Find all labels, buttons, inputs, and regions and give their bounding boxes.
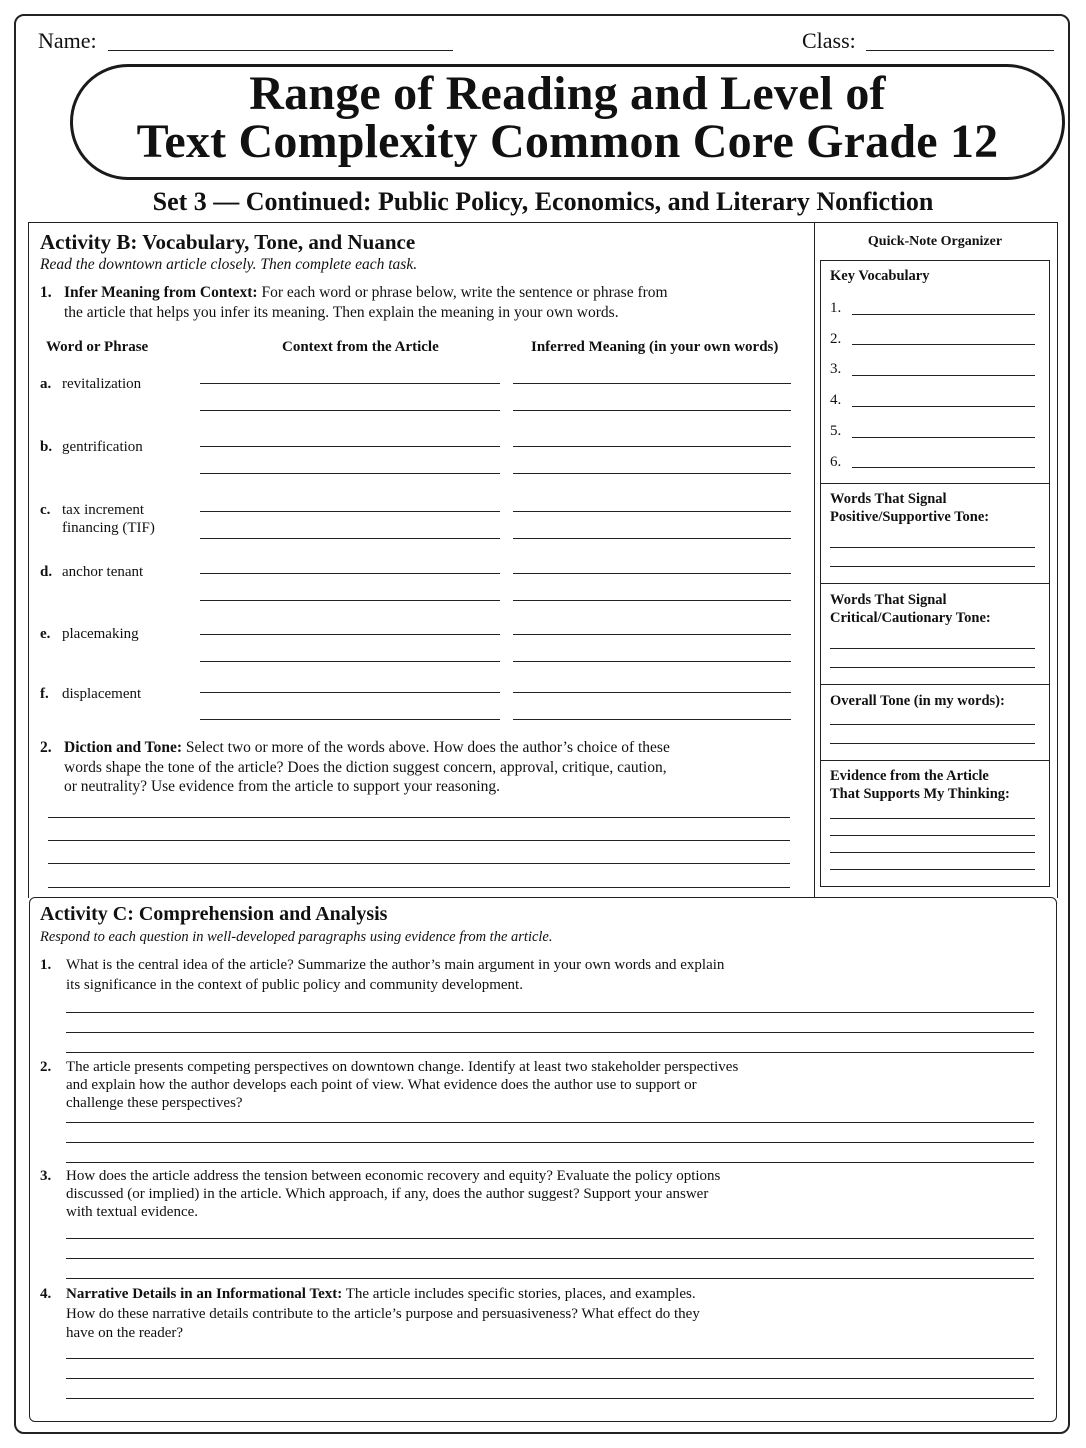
answer-line[interactable] — [66, 1162, 1034, 1163]
name-field[interactable] — [108, 50, 453, 51]
heading-line: Evidence from the Article — [830, 768, 989, 784]
activity-b-heading: Activity B: Vocabulary, Tone, and Nuance — [40, 230, 416, 254]
q-number: 2. — [40, 739, 52, 756]
vocab-answer-line[interactable] — [513, 446, 791, 447]
vocab-answer-line[interactable] — [513, 410, 791, 411]
vocab-answer-line[interactable] — [200, 446, 500, 447]
q-text: What is the central idea of the article? Summarize the author’s main argument in your own words and explain — [66, 957, 725, 973]
q-bold-label: Infer Meaning from Context: — [64, 284, 258, 301]
vocab-number: 3. — [830, 361, 842, 377]
title-line-1: Range of Reading and Level of — [249, 67, 886, 120]
vocab-number: 5. — [830, 423, 842, 439]
q-text: the article that helps you infer its meaning. Then explain the meaning in your own words. — [64, 303, 619, 321]
row-letter: a. — [40, 376, 52, 392]
answer-line[interactable] — [66, 1358, 1034, 1359]
q-text: discussed (or implied) in the article. Which approach, if any, does the author suggest? Support your answer — [66, 1186, 709, 1202]
answer-line[interactable] — [830, 852, 1035, 853]
q-text: How do these narrative details contribute to the article’s purpose and persuasiveness? What effect do they — [66, 1305, 700, 1322]
vocab-answer-line[interactable] — [513, 600, 791, 601]
vocab-line[interactable] — [852, 437, 1035, 438]
vocab-word: revitalization — [62, 376, 142, 392]
page-subtitle: Set 3 — Continued: Public Policy, Economics, and Literary Nonfiction — [152, 187, 934, 216]
key-vocab-heading: Key Vocabulary — [830, 268, 930, 284]
row-letter: f. — [40, 686, 49, 702]
name-label: Name: — [38, 28, 97, 53]
answer-line[interactable] — [48, 887, 790, 888]
vocab-line[interactable] — [852, 406, 1035, 407]
heading-line: Words That Signal — [830, 491, 947, 507]
q-text: have on the reader? — [66, 1325, 184, 1341]
q-number: 3. — [40, 1168, 52, 1184]
vocab-line[interactable] — [852, 467, 1035, 468]
vocab-answer-line[interactable] — [200, 719, 500, 720]
col-header-meaning: Inferred Meaning (in your own words) — [531, 339, 779, 355]
q-number: 2. — [40, 1059, 52, 1075]
activity-c-instructions: Respond to each question in well-developed paragraphs using evidence from the article. — [40, 929, 553, 945]
answer-line[interactable] — [48, 840, 790, 841]
q-text: with textual evidence. — [66, 1204, 199, 1220]
vocab-answer-line[interactable] — [513, 719, 791, 720]
vocab-number: 4. — [830, 392, 842, 408]
organizer-title: Quick-Note Organizer — [867, 234, 1003, 249]
vocab-answer-line[interactable] — [200, 538, 500, 539]
organizer-divider — [821, 760, 1049, 761]
q-bold-label: Narrative Details in an Informational Text: — [66, 1286, 343, 1302]
vocab-word: displacement — [62, 686, 142, 702]
vocab-line[interactable] — [852, 344, 1035, 345]
q-text: and explain how the author develops each point of view. What evidence does the author use to support or — [66, 1077, 697, 1093]
critical-tone-heading — [830, 591, 991, 627]
q-text: How does the article address the tension between economic recovery and equity? Evaluate the policy options — [66, 1168, 721, 1184]
answer-line[interactable] — [66, 1238, 1034, 1239]
row-letter: c. — [40, 502, 51, 518]
vocab-answer-line[interactable] — [200, 473, 500, 474]
vocab-answer-line[interactable] — [513, 634, 791, 635]
vocab-line[interactable] — [852, 314, 1035, 315]
overall-tone-heading: Overall Tone (in my words): — [830, 693, 1005, 709]
vocab-line[interactable] — [852, 375, 1035, 376]
activity-c-heading: Activity C: Comprehension and Analysis — [40, 903, 388, 925]
vocab-number: 1. — [830, 300, 842, 316]
q-number: 4. — [40, 1286, 52, 1302]
q-text: Select two or more of the words above. How does the author’s choice of these — [182, 739, 670, 756]
q-text: The article includes specific stories, places, and examples. — [342, 1286, 696, 1302]
vocab-word: tax increment financing (TIF) — [62, 502, 155, 536]
q-text: For each word or phrase below, write the sentence or phrase from — [257, 284, 668, 301]
activity-b-instructions: Read the downtown article closely. Then complete each task. — [40, 256, 418, 273]
vocab-answer-line[interactable] — [513, 573, 791, 574]
answer-line[interactable] — [830, 743, 1035, 744]
answer-line[interactable] — [830, 566, 1035, 567]
positive-tone-heading — [830, 490, 989, 526]
organizer-divider — [814, 222, 815, 898]
answer-line[interactable] — [830, 648, 1035, 649]
answer-line[interactable] — [830, 835, 1035, 836]
answer-line[interactable] — [830, 547, 1035, 548]
vocab-word: gentrification — [62, 439, 143, 455]
vocab-answer-line[interactable] — [200, 511, 500, 512]
q-number: 1. — [40, 284, 52, 301]
vocab-number: 6. — [830, 454, 842, 470]
organizer-divider — [821, 684, 1049, 685]
answer-line[interactable] — [66, 1032, 1034, 1033]
heading-line: Critical/Cautionary Tone: — [830, 610, 991, 626]
vocab-word: anchor tenant — [62, 564, 144, 580]
vocab-answer-line[interactable] — [200, 692, 500, 693]
row-letter: e. — [40, 626, 51, 642]
vocab-answer-line[interactable] — [200, 600, 500, 601]
vocab-answer-line[interactable] — [200, 573, 500, 574]
answer-line[interactable] — [66, 1378, 1034, 1379]
organizer-divider — [821, 483, 1049, 484]
answer-line[interactable] — [48, 863, 790, 864]
evidence-heading — [830, 767, 1010, 803]
q-text: The article presents competing perspectives on downtown change. Identify at least two stakeholder perspectives — [66, 1059, 739, 1075]
answer-line[interactable] — [830, 869, 1035, 870]
vocab-answer-line[interactable] — [513, 538, 791, 539]
title-line-2: Text Complexity Common Core Grade 12 — [136, 115, 999, 168]
vocab-answer-line[interactable] — [513, 511, 791, 512]
vocab-answer-line[interactable] — [513, 383, 791, 384]
col-header-word: Word or Phrase — [46, 339, 149, 355]
answer-line[interactable] — [66, 1258, 1034, 1259]
vocab-number: 2. — [830, 331, 842, 347]
vocab-answer-line[interactable] — [200, 383, 500, 384]
vocab-answer-line[interactable] — [200, 634, 500, 635]
class-field[interactable] — [866, 50, 1054, 51]
answer-line[interactable] — [66, 1122, 1034, 1123]
heading-line: Positive/Supportive Tone: — [830, 509, 990, 525]
answer-line[interactable] — [66, 1398, 1034, 1399]
vocab-answer-line[interactable] — [513, 473, 791, 474]
answer-line[interactable] — [830, 818, 1035, 819]
page-title — [70, 67, 1065, 168]
class-label: Class: — [802, 28, 856, 53]
answer-line[interactable] — [66, 1012, 1034, 1013]
vocab-answer-line[interactable] — [200, 410, 500, 411]
row-letter: d. — [40, 564, 53, 580]
answer-line[interactable] — [66, 1278, 1034, 1279]
col-header-context: Context from the Article — [282, 339, 439, 355]
organizer-divider — [821, 583, 1049, 584]
heading-line: That Supports My Thinking: — [830, 786, 1010, 802]
answer-line[interactable] — [66, 1052, 1034, 1053]
answer-line[interactable] — [830, 724, 1035, 725]
q-text: its significance in the context of public policy and community development. — [66, 976, 523, 993]
answer-line[interactable] — [48, 817, 790, 818]
answer-line[interactable] — [830, 667, 1035, 668]
answer-line[interactable] — [66, 1142, 1034, 1143]
vocab-answer-line[interactable] — [200, 661, 500, 662]
vocab-answer-line[interactable] — [513, 692, 791, 693]
q-number: 1. — [40, 957, 52, 973]
q-text: words shape the tone of the article? Does the diction suggest concern, approval, critique, caution, — [64, 758, 667, 776]
vocab-answer-line[interactable] — [513, 661, 791, 662]
row-letter: b. — [40, 439, 53, 455]
heading-line: Words That Signal — [830, 592, 947, 608]
q-bold-label: Diction and Tone: — [64, 739, 183, 756]
q-text: or neutrality? Use evidence from the article to support your reasoning. — [64, 778, 501, 795]
vocab-word: placemaking — [62, 626, 139, 642]
q-text: challenge these perspectives? — [66, 1095, 243, 1111]
